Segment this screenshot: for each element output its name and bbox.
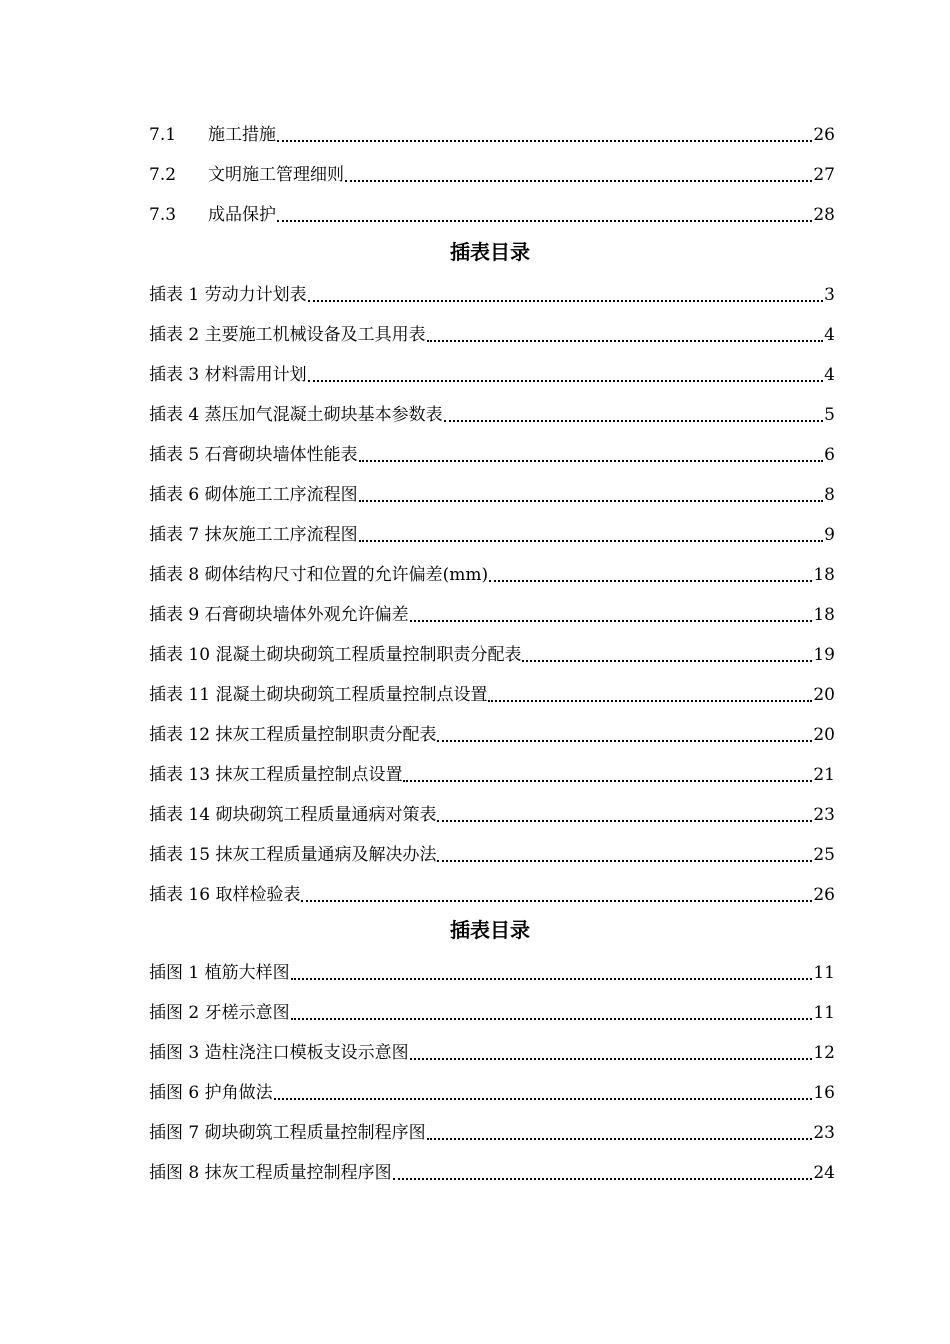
- dot-leader: [437, 860, 812, 862]
- toc-entry-page: 23: [813, 1123, 835, 1143]
- toc-entry-title: 插表 3 材料需用计划: [149, 365, 307, 385]
- figure-entry[interactable]: [149, 1038, 835, 1064]
- figure-entry[interactable]: [149, 1158, 835, 1184]
- toc-entry-7-1[interactable]: [149, 120, 835, 146]
- dot-leader: [359, 540, 824, 542]
- toc-entry-page: 4: [824, 365, 835, 385]
- toc-entry-title: 插表 11 混凝土砌块砌筑工程质量控制点设置: [149, 685, 488, 705]
- table-entry[interactable]: [149, 800, 835, 826]
- toc-entry-page: 27: [813, 165, 835, 185]
- toc-entry-title: 施工措施: [208, 125, 276, 145]
- table-entry[interactable]: [149, 840, 835, 866]
- figures-section-heading: 插表目录: [450, 918, 530, 942]
- table-entry[interactable]: [149, 360, 835, 386]
- dot-leader: [291, 978, 813, 980]
- toc-entry-title: 插表 15 抹灰工程质量通病及解决办法: [149, 845, 437, 865]
- toc-entry-title: 插表 10 混凝土砌块砌筑工程质量控制职责分配表: [149, 645, 522, 665]
- toc-entry-page: 19: [813, 645, 835, 665]
- toc-entry-title: 插表 2 主要施工机械设备及工具用表: [149, 325, 426, 345]
- toc-entry-page: 9: [824, 525, 835, 545]
- figure-entry[interactable]: [149, 1118, 835, 1144]
- table-entry[interactable]: [149, 680, 835, 706]
- toc-entry-title: 插表 12 抹灰工程质量控制职责分配表: [149, 725, 437, 745]
- toc-entry-page: 8: [824, 485, 835, 505]
- toc-entry-title: 插表 5 石膏砌块墙体性能表: [149, 445, 358, 465]
- toc-entry-title: 成品保护: [208, 205, 276, 225]
- toc-entry-title: 插表 4 蒸压加气混凝土砌块基本参数表: [149, 405, 443, 425]
- dot-leader: [359, 460, 824, 462]
- dot-leader: [489, 580, 812, 582]
- toc-entry-page: 18: [813, 605, 835, 625]
- figure-entry[interactable]: [149, 998, 835, 1024]
- toc-entry-page: 20: [813, 685, 835, 705]
- toc-entry-page: 3: [824, 285, 835, 305]
- toc-entry-page: 26: [813, 125, 835, 145]
- table-entry[interactable]: [149, 280, 835, 306]
- dot-leader: [427, 340, 824, 342]
- toc-entry-page: 12: [813, 1043, 835, 1063]
- toc-entry-title: 插图 8 抹灰工程质量控制程序图: [149, 1163, 392, 1183]
- figure-entry[interactable]: [149, 1078, 835, 1104]
- dot-leader: [488, 700, 812, 702]
- table-entry[interactable]: [149, 760, 835, 786]
- table-entry[interactable]: [149, 880, 835, 906]
- table-entry[interactable]: [149, 720, 835, 746]
- toc-entry-page: 4: [824, 325, 835, 345]
- toc-entry-title: 插图 7 砌块砌筑工程质量控制程序图: [149, 1123, 426, 1143]
- toc-entry-page: 18: [813, 565, 835, 585]
- table-entry[interactable]: [149, 520, 835, 546]
- table-entry[interactable]: [149, 560, 835, 586]
- toc-entry-7-2[interactable]: [149, 160, 835, 186]
- dot-leader: [403, 780, 812, 782]
- dot-leader: [277, 220, 812, 222]
- dot-leader: [274, 1098, 813, 1100]
- toc-entry-title: 插表 9 石膏砌块墙体外观允许偏差: [149, 605, 409, 625]
- table-entry[interactable]: [149, 400, 835, 426]
- toc-entry-page: 28: [813, 205, 835, 225]
- toc-entry-page: 5: [824, 405, 835, 425]
- toc-entry-title: 插表 13 抹灰工程质量控制点设置: [149, 765, 403, 785]
- dot-leader: [301, 900, 812, 902]
- toc-entry-number: 7.3: [149, 205, 177, 225]
- dot-leader: [410, 1058, 813, 1060]
- toc-entry-page: 25: [813, 845, 835, 865]
- dot-leader: [437, 740, 812, 742]
- figure-entry[interactable]: [149, 958, 835, 984]
- toc-entry-page: 26: [813, 885, 835, 905]
- dot-leader: [522, 660, 812, 662]
- dot-leader: [277, 140, 812, 142]
- table-entry[interactable]: [149, 600, 835, 626]
- toc-entry-title: 插表 8 砌体结构尺寸和位置的允许偏差(mm): [149, 565, 489, 585]
- dot-leader: [308, 380, 824, 382]
- toc-entry-page: 24: [813, 1163, 835, 1183]
- toc-entry-page: 21: [813, 765, 835, 785]
- table-entry[interactable]: [149, 480, 835, 506]
- toc-entry-title: 插表 6 砌体施工工序流程图: [149, 485, 358, 505]
- dot-leader: [444, 420, 824, 422]
- toc-entry-page: 6: [824, 445, 835, 465]
- toc-entry-page: 23: [813, 805, 835, 825]
- toc-entry-page: 16: [813, 1083, 835, 1103]
- toc-entry-page: 11: [813, 1003, 835, 1023]
- toc-entry-title: 文明施工管理细则: [208, 165, 344, 185]
- dot-leader: [291, 1018, 813, 1020]
- dot-leader: [359, 500, 824, 502]
- toc-entry-title: 插表 7 抹灰施工工序流程图: [149, 525, 358, 545]
- toc-entry-number: 7.2: [149, 165, 177, 185]
- tables-section-heading: 插表目录: [450, 240, 530, 264]
- toc-entry-page: 11: [813, 963, 835, 983]
- toc-entry-title: 插表 1 劳动力计划表: [149, 285, 307, 305]
- table-entry[interactable]: [149, 640, 835, 666]
- toc-entry-page: 20: [813, 725, 835, 745]
- dot-leader: [410, 620, 813, 622]
- toc-entry-title: 插表 16 取样检验表: [149, 885, 301, 905]
- toc-entry-title: 插图 1 植筋大样图: [149, 963, 290, 983]
- toc-entry-title: 插图 6 护角做法: [149, 1083, 273, 1103]
- table-entry[interactable]: [149, 440, 835, 466]
- dot-leader: [427, 1138, 813, 1140]
- toc-entry-title: 插图 2 牙槎示意图: [149, 1003, 290, 1023]
- table-entry[interactable]: [149, 320, 835, 346]
- dot-leader: [437, 820, 812, 822]
- dot-leader: [393, 1178, 813, 1180]
- toc-entry-title: 插图 3 造柱浇注口模板支设示意图: [149, 1043, 409, 1063]
- dot-leader: [345, 180, 812, 182]
- dot-leader: [308, 300, 824, 302]
- toc-entry-title: 插表 14 砌块砌筑工程质量通病对策表: [149, 805, 437, 825]
- toc-entry-7-3[interactable]: [149, 200, 835, 226]
- toc-entry-number: 7.1: [149, 125, 177, 145]
